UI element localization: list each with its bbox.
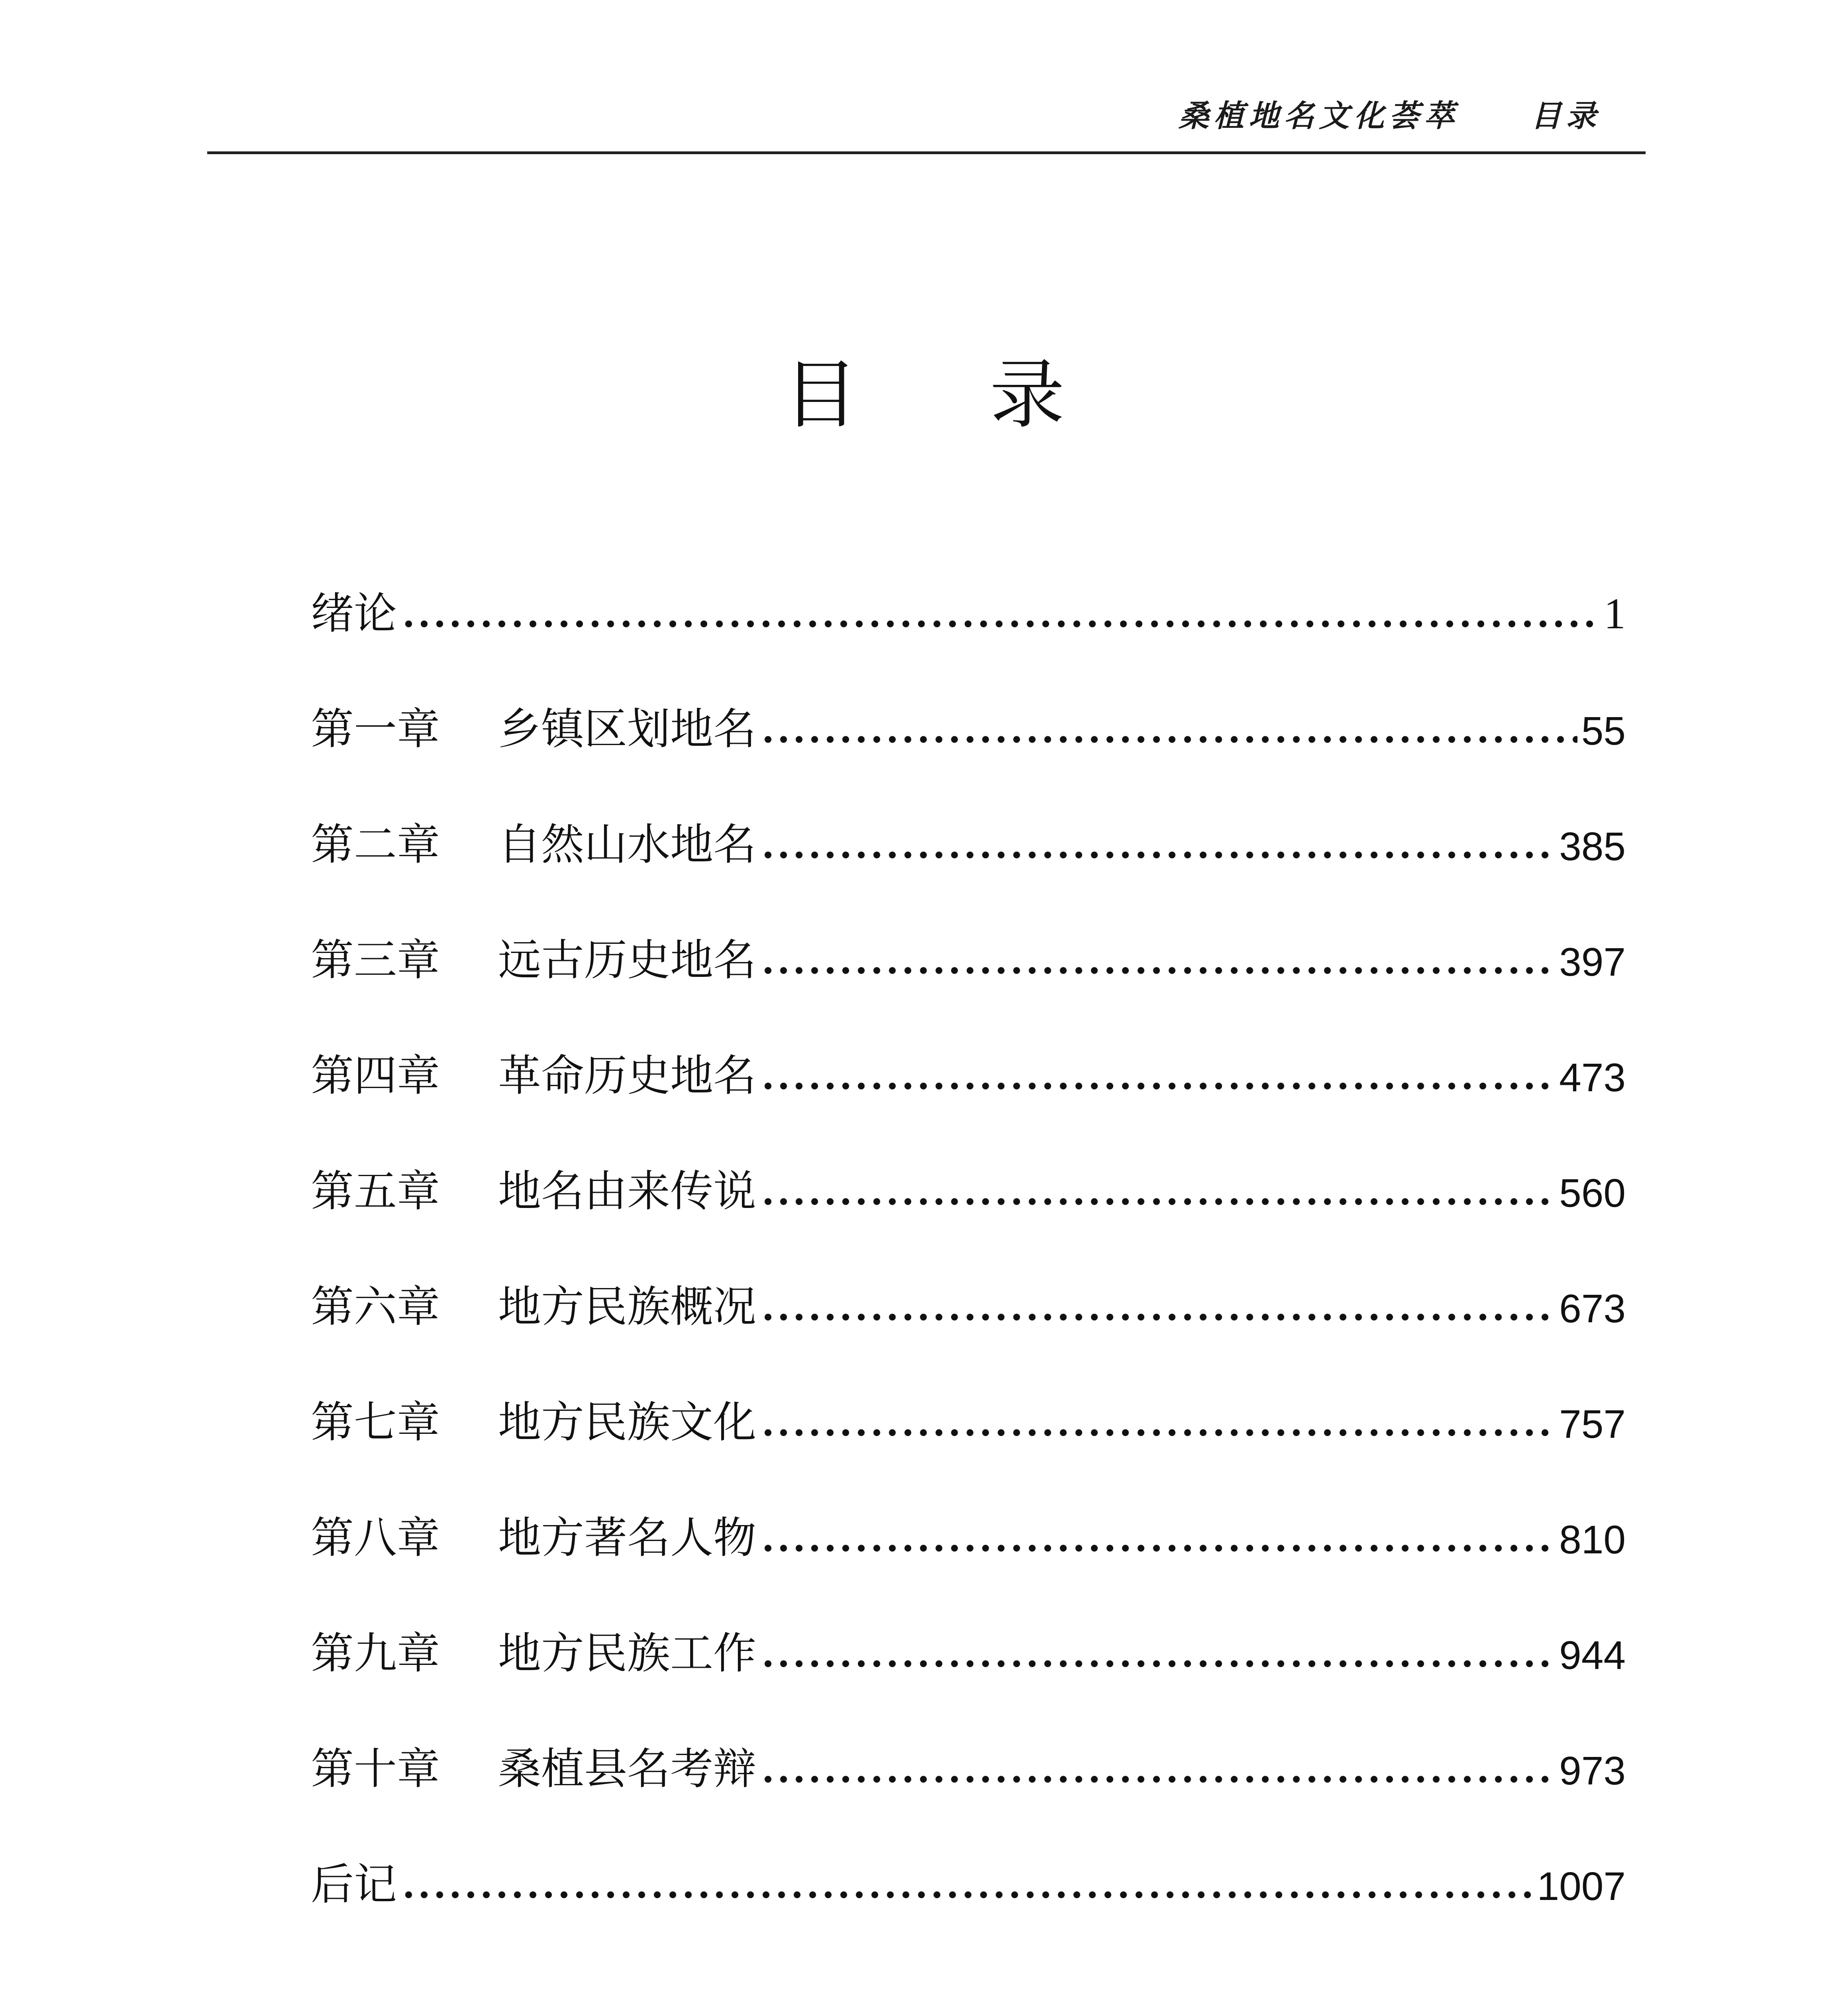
toc-entry-title: 地名由来传说: [498, 1167, 757, 1216]
toc-entry-title: 后记: [311, 1860, 397, 1910]
toc-entry-page: 473: [1559, 1055, 1626, 1100]
dot-leader: [760, 1773, 1555, 1785]
dot-leader: [760, 849, 1555, 861]
dot-leader: [760, 1311, 1555, 1323]
toc-entry[interactable]: [311, 982, 1626, 1101]
toc-entry-page: 1007: [1537, 1864, 1626, 1909]
toc-entry-page: 1: [1604, 589, 1626, 638]
toc-entry[interactable]: [311, 1329, 1626, 1447]
toc-list: [311, 520, 1626, 1910]
toc-entry-title: 地方民族工作: [498, 1629, 757, 1678]
page-title: 目录: [783, 351, 1196, 439]
toc-entry-title: 自然山水地名: [498, 820, 757, 870]
toc-entry-title: 桑植县名考辩: [498, 1744, 757, 1794]
toc-entry-title: 远古历史地名: [498, 935, 757, 985]
toc-entry-page: 810: [1559, 1518, 1626, 1562]
dot-leader: [760, 965, 1555, 976]
dot-leader: [760, 1542, 1555, 1554]
toc-entry-chapter: 第十章: [311, 1744, 440, 1794]
toc-entry[interactable]: [311, 751, 1626, 870]
toc-entry[interactable]: [311, 867, 1626, 985]
toc-entry-title: 革命历史地名: [498, 1051, 757, 1101]
toc-entry[interactable]: [311, 635, 1626, 754]
dot-leader: [760, 1658, 1555, 1670]
toc-entry-page: 55: [1581, 709, 1626, 753]
toc-entry-title: 乡镇区划地名: [498, 704, 757, 754]
toc-entry-chapter: 第一章: [311, 704, 440, 754]
toc-entry-page: 397: [1559, 940, 1626, 984]
toc-entry-chapter: 第六章: [311, 1282, 440, 1332]
dot-leader: [760, 733, 1577, 745]
header-rule: [207, 151, 1646, 154]
toc-entry[interactable]: [311, 1444, 1626, 1563]
header-section: 目录: [1531, 98, 1601, 133]
toc-entry-chapter: 第二章: [311, 820, 440, 870]
toc-entry-page: 944: [1559, 1633, 1626, 1678]
toc-entry-page: 973: [1559, 1749, 1626, 1793]
toc-entry[interactable]: [311, 1675, 1626, 1794]
toc-entry-chapter: 第九章: [311, 1629, 440, 1678]
toc-entry-chapter: 第八章: [311, 1513, 440, 1563]
toc-entry-chapter: 第四章: [311, 1051, 440, 1101]
toc-entry-chapter: 第七章: [311, 1398, 440, 1447]
toc-entry-title: 地方民族文化: [498, 1398, 757, 1447]
toc-entry-page: 673: [1559, 1286, 1626, 1331]
toc-entry-chapter: 第三章: [311, 935, 440, 985]
running-header: [1179, 92, 1601, 135]
toc-entry[interactable]: [311, 1098, 1626, 1216]
toc-entry[interactable]: [311, 1791, 1626, 1910]
toc-entry-chapter: 第五章: [311, 1167, 440, 1216]
toc-entry[interactable]: [311, 1213, 1626, 1332]
toc-entry-page: 757: [1559, 1402, 1626, 1447]
toc-entry-page: 385: [1559, 824, 1626, 869]
dot-leader: [401, 618, 1600, 630]
toc-entry-title: 地方著名人物: [498, 1513, 757, 1563]
dot-leader: [760, 1427, 1555, 1439]
toc-entry-title: 绪论: [311, 589, 397, 639]
toc-entry[interactable]: [311, 1560, 1626, 1678]
toc-entry[interactable]: [311, 520, 1626, 639]
toc-entry-page: 560: [1559, 1171, 1626, 1216]
dot-leader: [760, 1080, 1555, 1092]
header-book-title: 桑植地名文化荟萃: [1179, 98, 1459, 133]
dot-leader: [401, 1889, 1533, 1901]
toc-entry-title: 地方民族概况: [498, 1282, 757, 1332]
dot-leader: [760, 1196, 1555, 1208]
